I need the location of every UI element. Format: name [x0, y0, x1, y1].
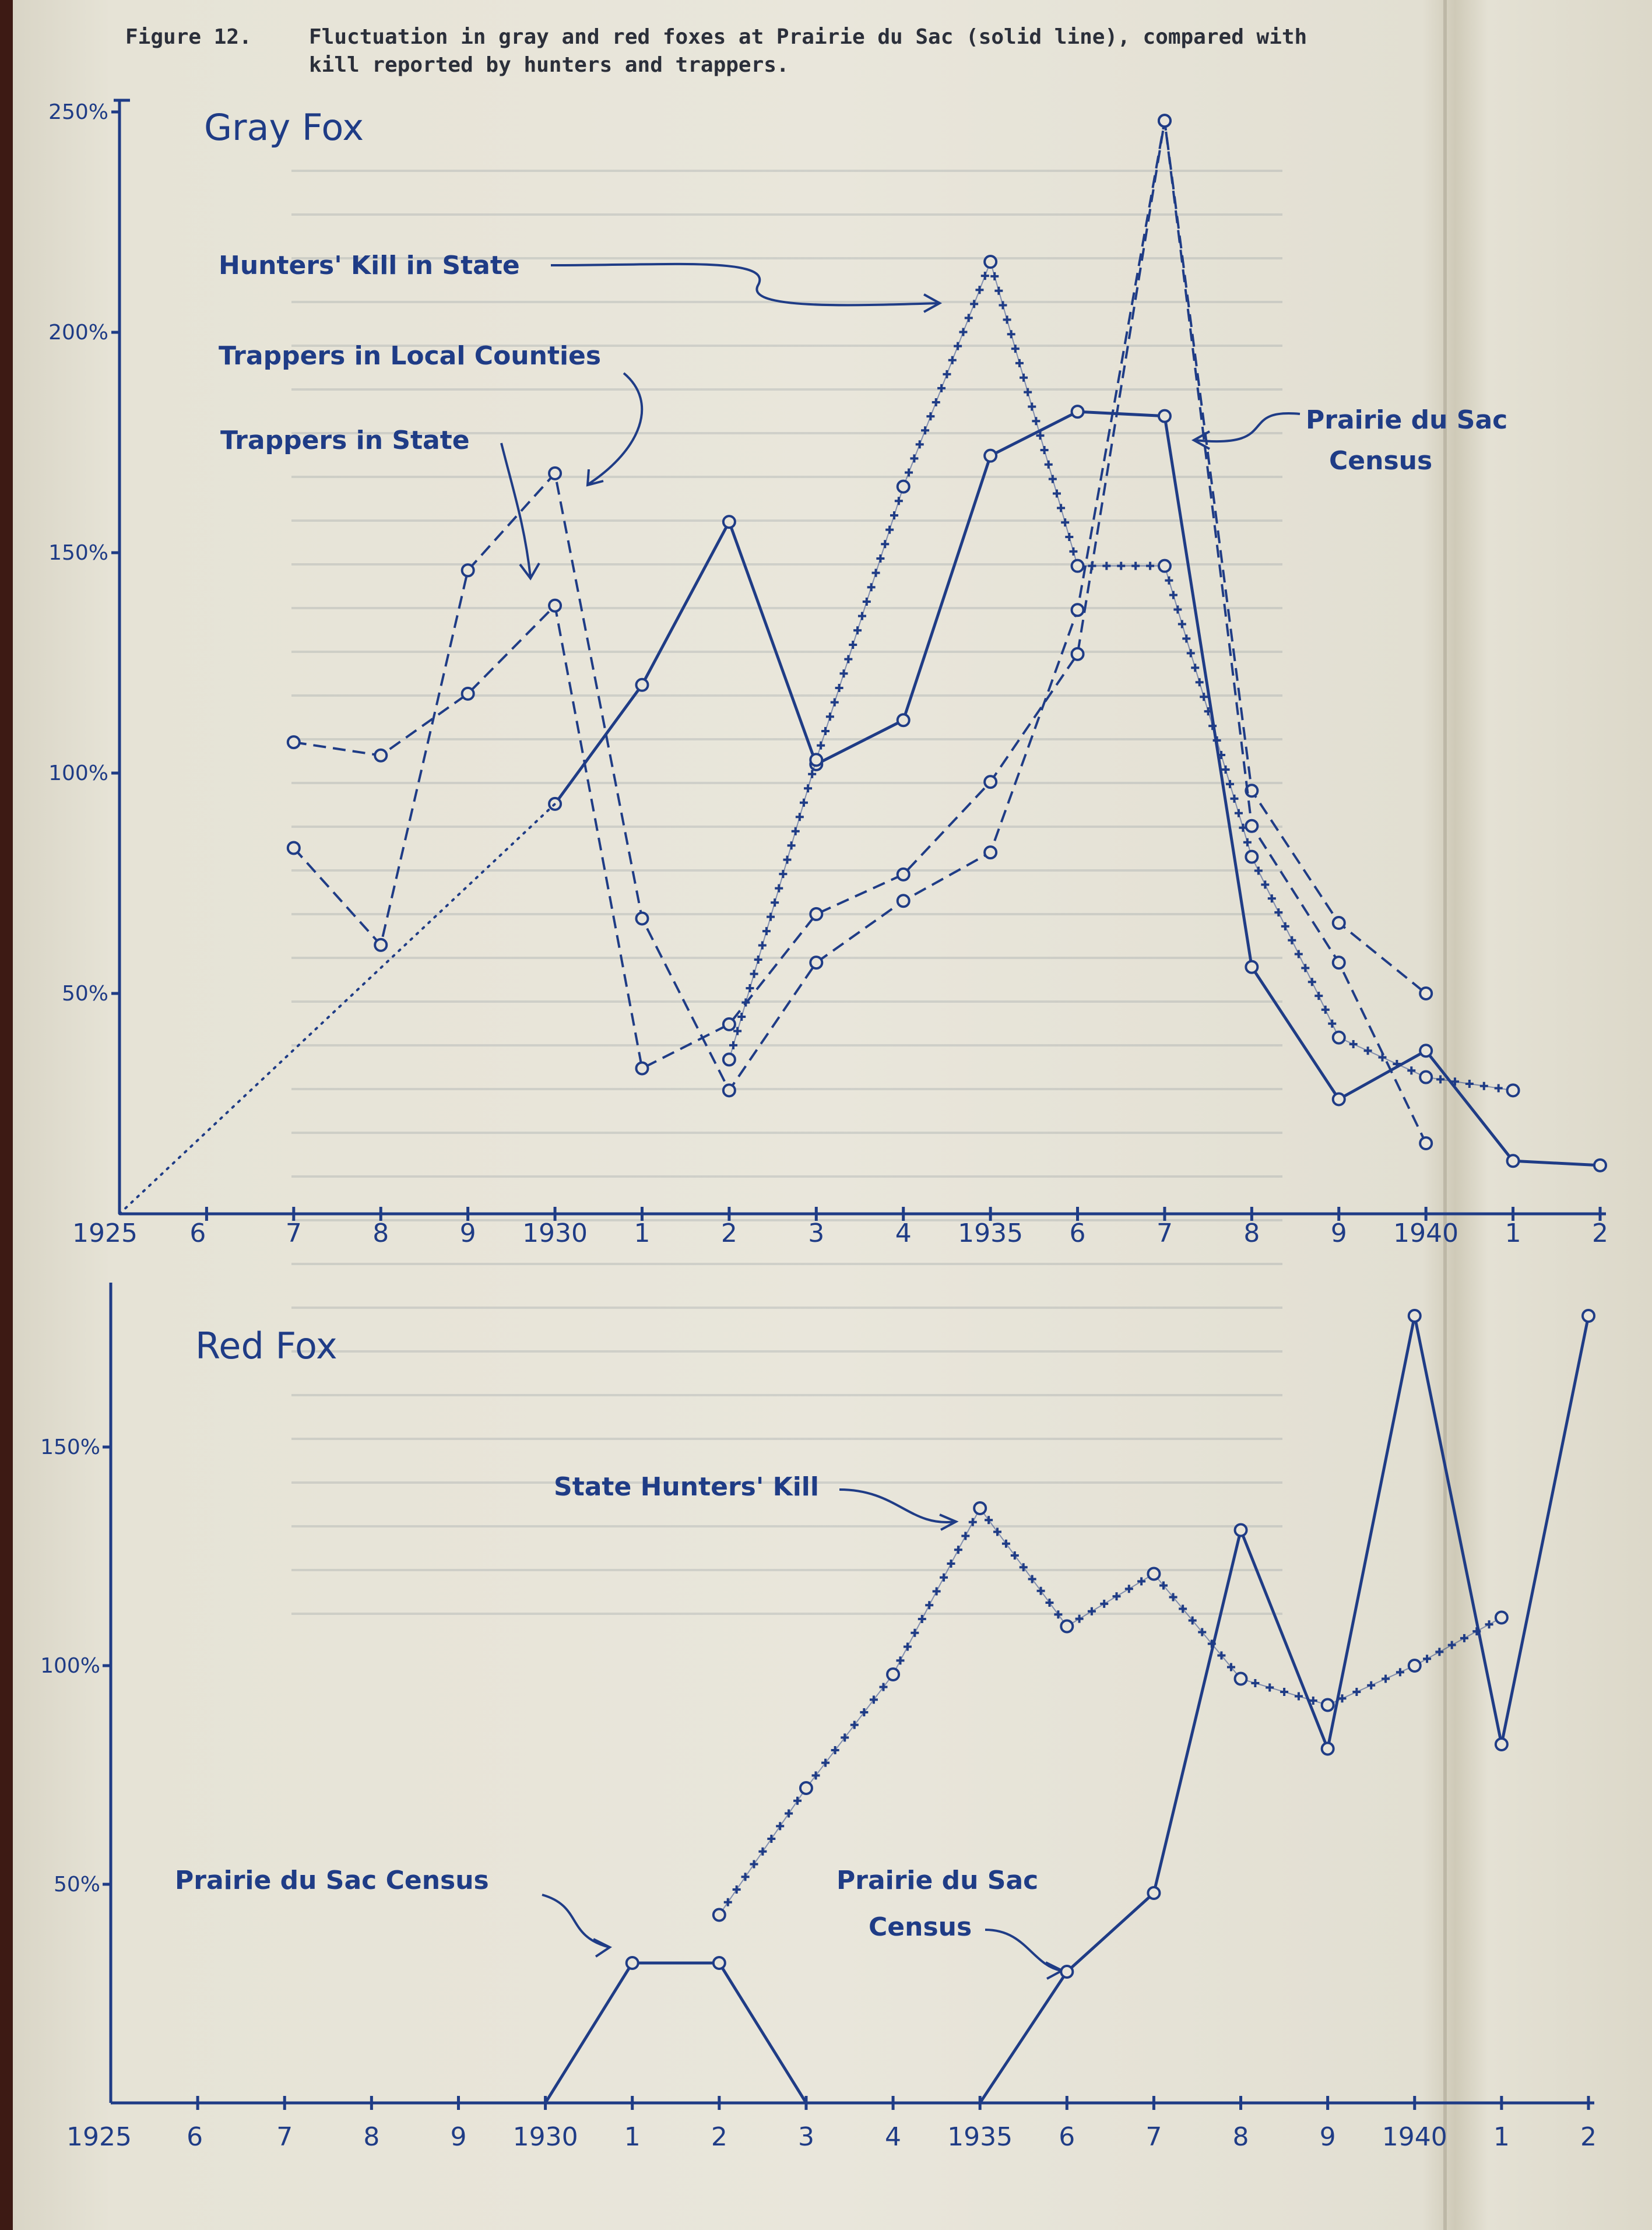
- red-series-1: [713, 1502, 1507, 1921]
- gray-series-point: [1333, 957, 1345, 968]
- gray-series-cross: [932, 398, 940, 406]
- red-series-cross: [993, 1528, 1001, 1536]
- gray-series-cross: [1117, 562, 1125, 570]
- gray-series-point: [288, 736, 300, 748]
- gray-series-cross: [959, 328, 967, 336]
- gray-series-cross: [729, 1041, 737, 1049]
- gray-series-point: [985, 450, 996, 462]
- red-series-cross: [785, 1810, 793, 1818]
- red-series-cross: [1011, 1551, 1019, 1560]
- gray-series-cross: [858, 612, 866, 620]
- gray-x-tick-label: 4: [895, 1218, 912, 1248]
- gray-series-cross: [767, 913, 775, 921]
- red-y-tick-label: 50%: [53, 1873, 100, 1897]
- red-series-cross: [1028, 1575, 1036, 1583]
- gray-series-cross: [990, 272, 999, 280]
- gray-series-cross: [1065, 533, 1073, 541]
- gray-series-cross: [1281, 922, 1289, 930]
- gray-series-point: [636, 679, 648, 691]
- gray-series-cross: [943, 370, 951, 378]
- red-x-tick-label: 4: [885, 2122, 902, 2152]
- gray-series-point: [898, 481, 909, 493]
- gray-series-point: [1333, 1032, 1345, 1044]
- gray-x-tick-label: 1935: [958, 1218, 1024, 1248]
- red-series-cross: [1002, 1540, 1010, 1548]
- gray-series-cross: [1200, 693, 1208, 701]
- red-y-tick-label: 150%: [40, 1435, 100, 1459]
- red-series-cross: [961, 1532, 969, 1540]
- red-series-cross: [925, 1601, 933, 1609]
- red-x-tick-label: 1: [624, 2122, 641, 2152]
- gray-series-point: [1072, 648, 1084, 660]
- gray-fox-panel: [48, 100, 1608, 1248]
- gray-series-point: [549, 600, 561, 612]
- red-series-line: [546, 1316, 1588, 2103]
- gray-series-point: [898, 895, 909, 907]
- gray-series-cross: [1032, 417, 1040, 425]
- gray-series-cross: [948, 356, 957, 364]
- gray-series-cross: [1261, 880, 1269, 889]
- gray-series-line: [119, 804, 555, 1214]
- gray-series-point: [985, 256, 996, 268]
- gray-series-cross: [1268, 894, 1276, 902]
- gray-series-point: [1507, 1155, 1519, 1167]
- gray-x-tick-label: 1930: [522, 1218, 588, 1248]
- gray-series-point: [462, 564, 474, 576]
- gray-series-cross: [867, 583, 876, 591]
- red-series-cross: [969, 1518, 977, 1526]
- gray-series-cross: [1178, 620, 1186, 628]
- red-series-cross: [767, 1835, 775, 1843]
- gray-series-cross: [970, 300, 978, 308]
- red-annotation-arrows: [542, 1490, 1062, 1979]
- gray-series-line: [555, 412, 1600, 1165]
- red-series-cross: [1460, 1634, 1468, 1642]
- gray-series-point: [1420, 988, 1432, 999]
- red-fox-panel: [40, 1283, 1597, 2152]
- gray-series-point: [375, 939, 386, 951]
- red-x-tick-label: 1935: [947, 2122, 1013, 2152]
- gray-series-point: [462, 688, 474, 700]
- red-y-tick-label: 100%: [40, 1654, 100, 1678]
- red-series-cross: [1251, 1679, 1259, 1687]
- red-x-tick-label: 1930: [512, 2122, 578, 2152]
- red-series-point: [974, 1502, 986, 1514]
- red-x-tick-label: 1: [1493, 2122, 1510, 2152]
- gray-series-cross: [954, 342, 962, 350]
- red-series-cross: [1088, 1607, 1096, 1616]
- red-series-cross: [1295, 1692, 1303, 1701]
- red-series-point: [800, 1782, 812, 1794]
- gray-series-cross: [821, 727, 829, 735]
- gray-x-tick-label: 9: [1330, 1218, 1347, 1248]
- gray-series-cross: [1020, 374, 1028, 382]
- gray-series-cross: [994, 287, 1003, 295]
- red-series-cross: [911, 1629, 919, 1637]
- gray-series-cross: [1274, 908, 1282, 916]
- red-x-tick-label: 8: [363, 2122, 380, 2152]
- red-series-cross: [904, 1643, 912, 1651]
- gray-y-tick-label: 150%: [48, 541, 108, 565]
- gray-series-point: [636, 912, 648, 924]
- gray-series-cross: [853, 626, 862, 634]
- label-prairie-census-2: Census: [1329, 446, 1433, 476]
- gray-series-cross: [775, 884, 783, 893]
- gray-x-tick-label: 7: [1156, 1218, 1173, 1248]
- gray-series-cross: [881, 540, 889, 548]
- gray-series-cross: [1131, 562, 1140, 570]
- gray-series-cross: [1069, 547, 1077, 556]
- red-series-cross: [954, 1546, 962, 1554]
- gray-series-cross: [1436, 1075, 1444, 1083]
- label-hunters-kill: Hunters' Kill in State: [219, 251, 520, 280]
- gray-series-cross: [876, 554, 884, 563]
- red-x-tick-label: 6: [1059, 2122, 1075, 2152]
- gray-series-point: [375, 750, 386, 761]
- gray-series-point: [723, 1019, 735, 1030]
- red-series-cross: [758, 1848, 767, 1856]
- red-series-point: [1148, 1887, 1159, 1899]
- caption-line-2: kill reported by hunters and trappers.: [309, 53, 789, 77]
- gray-series-cross: [1182, 634, 1190, 642]
- red-series-cross: [1037, 1587, 1045, 1595]
- gray-series-cross: [1480, 1082, 1488, 1090]
- gray-series-cross: [1308, 978, 1316, 986]
- gray-series-2: [723, 256, 1519, 1096]
- gray-series-point: [898, 714, 909, 726]
- red-series-cross: [793, 1797, 802, 1805]
- gray-series-cross: [1321, 1006, 1330, 1014]
- gray-x-tick-label: 8: [1243, 1218, 1260, 1248]
- gray-series-point: [1333, 917, 1345, 929]
- gray-series-cross: [826, 712, 834, 721]
- gray-series-cross: [1146, 562, 1154, 570]
- gray-series-cross: [800, 799, 808, 807]
- gray-series-point: [898, 869, 909, 880]
- gray-series-cross: [1024, 388, 1032, 396]
- gray-series-cross: [1049, 475, 1057, 483]
- red-series-line: [719, 1508, 1502, 1915]
- gray-series-point: [1594, 1160, 1606, 1171]
- gray-series-cross: [796, 813, 804, 821]
- gray-series-cross: [831, 698, 839, 707]
- gray-series-cross: [921, 426, 929, 434]
- gray-series-cross: [999, 301, 1007, 310]
- gray-series-point: [1333, 1093, 1345, 1105]
- red-series-point: [1235, 1525, 1247, 1536]
- gray-series-cross: [1226, 780, 1234, 788]
- gray-series-cross: [916, 440, 924, 448]
- gray-series-cross: [890, 511, 898, 519]
- gray-series-cross: [792, 827, 800, 835]
- gray-fox-title: Gray Fox: [204, 106, 364, 149]
- gray-x-tick-label: 2: [1592, 1218, 1608, 1248]
- gray-series-cross: [1314, 992, 1323, 1000]
- red-series-cross: [1367, 1681, 1375, 1690]
- gray-series-cross: [746, 984, 754, 992]
- gray-series-cross: [1187, 649, 1195, 657]
- gray-series-cross: [872, 569, 880, 577]
- red-x-tick-label: 7: [1145, 2122, 1162, 2152]
- arrow-trappers-local: [589, 373, 642, 484]
- gray-y-tick-label: 50%: [61, 982, 108, 1006]
- label-trappers-state: Trappers in State: [220, 426, 470, 455]
- red-series-cross: [1020, 1563, 1028, 1571]
- gray-series-cross: [758, 942, 767, 950]
- arrow-state-hunters: [839, 1490, 956, 1522]
- gray-series-cross: [1169, 591, 1178, 599]
- red-series-cross: [1396, 1668, 1404, 1676]
- red-series-cross: [741, 1873, 750, 1881]
- gray-series-cross: [1015, 359, 1024, 367]
- gray-series-point: [723, 516, 735, 528]
- gray-series-point: [636, 1063, 648, 1074]
- label-prairie-census-3: Prairie du Sac: [836, 1866, 1039, 1895]
- label-prairie-census-4: Census: [869, 1912, 972, 1942]
- red-series-point: [1148, 1568, 1159, 1580]
- arrow-trappers-state: [501, 443, 530, 577]
- red-series-cross: [896, 1656, 904, 1664]
- gray-series-cross: [1230, 795, 1238, 803]
- gray-series-cross: [808, 770, 816, 778]
- red-series-cross: [1352, 1688, 1361, 1696]
- gray-series-point: [1246, 961, 1257, 973]
- gray-series-cross: [981, 272, 989, 280]
- gray-series-point: [1072, 560, 1084, 572]
- gray-series-point: [1507, 1084, 1519, 1096]
- gray-series-cross: [804, 784, 812, 792]
- red-series-point: [1235, 1673, 1247, 1685]
- gray-series-cross: [1328, 1020, 1336, 1028]
- red-series-cross: [1075, 1615, 1084, 1623]
- red-series-point: [1496, 1739, 1507, 1750]
- gray-series-point: [810, 957, 822, 968]
- gray-series-point: [985, 847, 996, 858]
- gray-series-cross: [1053, 489, 1061, 497]
- red-series-point: [627, 1957, 638, 1969]
- gray-series-cross: [1191, 663, 1199, 672]
- gray-x-tick-label: 1: [634, 1218, 651, 1248]
- red-x-tick-label: 2: [711, 2122, 727, 2152]
- gray-series-cross: [975, 286, 983, 294]
- gray-series-cross: [788, 841, 796, 849]
- figure-label: Figure 12.: [125, 25, 252, 49]
- gray-series-cross: [1295, 950, 1303, 958]
- gray-series-cross: [926, 412, 934, 420]
- gray-series-cross: [835, 684, 843, 692]
- gray-series-point: [1246, 820, 1257, 832]
- gray-series-cross: [1301, 964, 1309, 972]
- label-trappers-local: Trappers in Local Counties: [219, 341, 602, 371]
- label-prairie-census-1: Prairie du Sac: [1306, 405, 1508, 435]
- red-series-cross: [1137, 1577, 1145, 1585]
- red-series-point: [1583, 1310, 1594, 1322]
- red-series-cross: [947, 1560, 955, 1568]
- gray-series-0: [549, 406, 1606, 1171]
- gray-series-cross: [895, 497, 903, 505]
- gray-series-cross: [1288, 936, 1296, 944]
- red-series-cross: [933, 1588, 941, 1596]
- gray-series-point: [723, 1053, 735, 1065]
- red-series-point: [1409, 1660, 1421, 1671]
- red-series-cross: [1435, 1648, 1443, 1656]
- gray-series-point: [1420, 1045, 1432, 1056]
- red-x-tick-label: 2: [1580, 2122, 1597, 2152]
- gray-series-cross: [1173, 606, 1182, 614]
- red-series-point: [713, 1957, 725, 1969]
- gray-series-cross: [1165, 577, 1173, 585]
- red-x-tick-label: 6: [187, 2122, 203, 2152]
- gray-series-cross: [863, 598, 871, 606]
- gray-series-cross: [1045, 461, 1053, 469]
- gray-x-tick-label: 3: [808, 1218, 825, 1248]
- red-series-point: [1409, 1310, 1421, 1322]
- gray-x-tick-label: 9: [459, 1218, 476, 1248]
- red-x-tick-label: 1940: [1382, 2122, 1447, 2152]
- gray-series-cross: [1349, 1040, 1358, 1048]
- arrowhead-census-right: [1046, 1962, 1062, 1979]
- gray-series-cross: [1235, 809, 1243, 817]
- gray-series-point: [1420, 1137, 1432, 1149]
- gray-series-cross: [1061, 518, 1069, 526]
- gray-series-cross: [1102, 562, 1110, 570]
- gray-series-cross: [1465, 1080, 1474, 1088]
- red-series-cross: [750, 1860, 758, 1869]
- red-series-cross: [985, 1516, 993, 1524]
- gray-x-tick-label: 1: [1505, 1218, 1521, 1248]
- gray-series-point: [1159, 115, 1171, 127]
- red-x-tick-label: 9: [450, 2122, 467, 2152]
- red-x-tick-label: 7: [276, 2122, 293, 2152]
- gray-series-point: [1420, 1072, 1432, 1083]
- gray-series-cross: [1041, 446, 1049, 454]
- gray-series-point: [1072, 406, 1084, 417]
- red-fox-title: Red Fox: [195, 1325, 338, 1367]
- red-series-cross: [733, 1885, 741, 1894]
- red-series-cross: [1100, 1600, 1108, 1608]
- red-series-point: [1061, 1966, 1073, 1978]
- gray-series-point: [1072, 604, 1084, 616]
- red-series-cross: [1113, 1592, 1121, 1600]
- gray-x-tick-label: 8: [372, 1218, 389, 1248]
- gray-series-cross: [910, 454, 918, 462]
- red-series-point: [1061, 1621, 1073, 1632]
- gray-x-tick-label: 7: [285, 1218, 302, 1248]
- red-series-point: [1322, 1699, 1334, 1711]
- red-series-point: [887, 1669, 899, 1680]
- gray-series-point: [723, 1084, 735, 1096]
- gray-series-cross: [1196, 678, 1204, 686]
- gray-series-cross: [1364, 1046, 1372, 1055]
- arrow-census-left: [542, 1895, 609, 1947]
- red-series-cross: [1485, 1620, 1493, 1628]
- gray-series-point: [810, 908, 822, 920]
- red-series-cross: [1382, 1675, 1390, 1683]
- gray-series-point: [288, 842, 300, 854]
- gray-series-cross: [1011, 345, 1020, 353]
- red-series-cross: [940, 1574, 948, 1582]
- gray-series-cross: [1243, 838, 1252, 847]
- gray-series-cross: [817, 742, 825, 750]
- red-x-tick-label: 9: [1319, 2122, 1336, 2152]
- gray-series-cross: [839, 669, 848, 677]
- gray-series-point: [549, 468, 561, 479]
- gray-series-point: [810, 754, 822, 765]
- gray-series-point: [985, 776, 996, 788]
- red-series-cross: [1054, 1610, 1062, 1618]
- gray-series-point: [1159, 560, 1171, 572]
- gray-y-tick-label: 100%: [48, 761, 108, 785]
- gray-series-cross: [1057, 504, 1065, 512]
- gray-x-tick-label: 1925: [72, 1218, 138, 1248]
- gray-series-cross: [754, 956, 762, 964]
- gray-x-tick-label: 6: [189, 1218, 206, 1248]
- red-series-cross: [1280, 1688, 1288, 1696]
- red-series-cross: [1125, 1585, 1133, 1593]
- gray-series-cross: [1495, 1084, 1503, 1093]
- arrow-hunters-kill: [551, 264, 939, 305]
- red-series-point: [1496, 1612, 1507, 1624]
- caption-line-1: Fluctuation in gray and red foxes at Prairie du Sac (solid line), compared with: [309, 25, 1307, 49]
- red-series-cross: [918, 1615, 926, 1623]
- gray-series-cross: [1028, 402, 1036, 410]
- label-prairie-census: Prairie du Sac Census: [175, 1866, 489, 1895]
- gray-series-cross: [750, 970, 758, 978]
- gray-series-1: [119, 804, 555, 1214]
- gray-series-cross: [1003, 315, 1011, 324]
- gray-y-tick-label: 200%: [48, 321, 108, 345]
- red-series-cross: [724, 1898, 732, 1906]
- red-series-cross: [1266, 1684, 1274, 1692]
- red-series-cross: [776, 1822, 784, 1830]
- gray-y-tick-label: 250%: [48, 100, 108, 124]
- red-x-tick-label: 3: [797, 2122, 814, 2152]
- gray-annotation-arrows: [501, 264, 1300, 578]
- gray-series-cross: [1254, 866, 1263, 875]
- gray-x-tick-label: 6: [1069, 1218, 1086, 1248]
- red-series-cross: [1448, 1641, 1456, 1649]
- red-series-cross: [1045, 1599, 1053, 1607]
- label-state-hunters-kill: State Hunters' Kill: [554, 1472, 819, 1502]
- gray-series-cross: [1222, 765, 1230, 774]
- gray-series-cross: [779, 870, 787, 878]
- gray-series-cross: [1407, 1066, 1415, 1074]
- red-series-point: [1322, 1743, 1334, 1755]
- gray-series-cross: [849, 641, 857, 649]
- gray-series-cross: [762, 927, 771, 935]
- gray-x-tick-label: 2: [720, 1218, 737, 1248]
- gray-series-cross: [937, 384, 945, 392]
- gray-series-cross: [965, 314, 973, 322]
- gray-series-cross: [905, 469, 913, 477]
- gray-series-cross: [844, 655, 852, 663]
- red-series-cross: [1423, 1655, 1431, 1663]
- gray-x-tick-label: 1940: [1393, 1218, 1459, 1248]
- gray-series-point: [1159, 410, 1171, 422]
- arrow-prairie-census: [1195, 413, 1300, 441]
- gray-series-cross: [885, 526, 894, 534]
- gray-series-cross: [1007, 330, 1015, 338]
- gray-series-cross: [771, 898, 779, 907]
- gray-series-point: [1246, 851, 1257, 863]
- gray-series-cross: [783, 856, 791, 864]
- red-x-tick-label: 1925: [66, 2122, 132, 2152]
- red-x-tick-label: 8: [1232, 2122, 1249, 2152]
- red-series-0: [546, 1310, 1594, 2103]
- red-series-point: [713, 1909, 725, 1921]
